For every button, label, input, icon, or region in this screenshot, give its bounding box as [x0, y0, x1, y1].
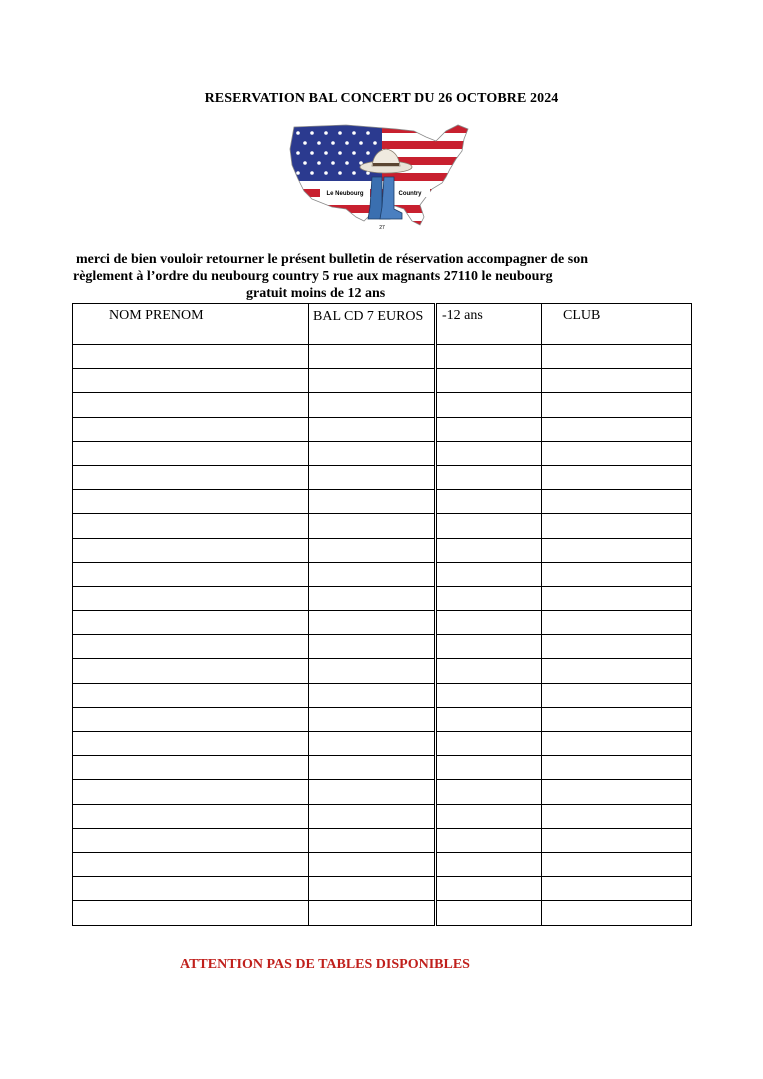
- cell-nom-prenom[interactable]: [73, 877, 309, 901]
- header-club: CLUB: [542, 304, 692, 345]
- cell-nom-prenom[interactable]: [73, 756, 309, 780]
- cell-nom-prenom[interactable]: [73, 441, 309, 465]
- cell-moins-12-ans[interactable]: [436, 780, 542, 804]
- cell-moins-12-ans[interactable]: [436, 393, 542, 417]
- cell-moins-12-ans[interactable]: [436, 586, 542, 610]
- cell-club[interactable]: [542, 586, 692, 610]
- header-nom-prenom: NOM PRENOM: [73, 304, 309, 345]
- cell-moins-12-ans[interactable]: [436, 828, 542, 852]
- logo-text-left: Le Neubourg: [326, 191, 364, 197]
- cell-nom-prenom[interactable]: [73, 465, 309, 489]
- cell-nom-prenom[interactable]: [73, 562, 309, 586]
- table-row: [73, 562, 692, 586]
- table-row: [73, 877, 692, 901]
- cell-nom-prenom[interactable]: [73, 828, 309, 852]
- cell-bal-cd[interactable]: [309, 465, 436, 489]
- cell-bal-cd[interactable]: [309, 683, 436, 707]
- cell-moins-12-ans[interactable]: [436, 877, 542, 901]
- cell-moins-12-ans[interactable]: [436, 441, 542, 465]
- cell-bal-cd[interactable]: [309, 611, 436, 635]
- table-row: [73, 780, 692, 804]
- page-title: RESERVATION BAL CONCERT DU 26 OCTOBRE 2024: [204, 91, 559, 106]
- table-row: [73, 538, 692, 562]
- cell-moins-12-ans[interactable]: [436, 417, 542, 441]
- reservation-table: [72, 303, 692, 926]
- cell-bal-cd[interactable]: [309, 441, 436, 465]
- cell-moins-12-ans[interactable]: [436, 804, 542, 828]
- cell-club[interactable]: [542, 345, 692, 369]
- cell-nom-prenom[interactable]: [73, 490, 309, 514]
- cell-club[interactable]: [542, 538, 692, 562]
- cell-club[interactable]: [542, 828, 692, 852]
- cell-nom-prenom[interactable]: [73, 901, 309, 925]
- cell-nom-prenom[interactable]: [73, 732, 309, 756]
- cell-nom-prenom[interactable]: [73, 345, 309, 369]
- table-row: [73, 369, 692, 393]
- intro-line-3: gratuit moins de 12 ans: [246, 286, 386, 301]
- cell-bal-cd[interactable]: [309, 780, 436, 804]
- cell-bal-cd[interactable]: [309, 538, 436, 562]
- table-row: [73, 586, 692, 610]
- cell-club[interactable]: [542, 369, 692, 393]
- cell-moins-12-ans[interactable]: [436, 756, 542, 780]
- cell-nom-prenom[interactable]: [73, 659, 309, 683]
- cell-moins-12-ans[interactable]: [436, 635, 542, 659]
- cell-nom-prenom[interactable]: [73, 780, 309, 804]
- cell-bal-cd[interactable]: [309, 732, 436, 756]
- cell-bal-cd[interactable]: [309, 514, 436, 538]
- intro-text: [73, 251, 713, 302]
- cell-nom-prenom[interactable]: [73, 514, 309, 538]
- cell-nom-prenom[interactable]: [73, 369, 309, 393]
- cell-club[interactable]: [542, 659, 692, 683]
- cell-nom-prenom[interactable]: [73, 611, 309, 635]
- cell-bal-cd[interactable]: [309, 562, 436, 586]
- header-bal-cd: BAL CD 7 EUROS: [309, 304, 436, 345]
- table-row: [73, 756, 692, 780]
- cell-moins-12-ans[interactable]: [436, 611, 542, 635]
- logo-text-right: Country: [398, 191, 422, 197]
- cell-moins-12-ans[interactable]: [436, 490, 542, 514]
- table-row: [73, 611, 692, 635]
- cell-bal-cd[interactable]: [309, 804, 436, 828]
- cell-nom-prenom[interactable]: [73, 683, 309, 707]
- cell-bal-cd[interactable]: [309, 635, 436, 659]
- table-row: [73, 514, 692, 538]
- cell-moins-12-ans[interactable]: [436, 562, 542, 586]
- cell-nom-prenom[interactable]: [73, 538, 309, 562]
- table-row: [73, 441, 692, 465]
- table-row: [73, 901, 692, 925]
- cell-club[interactable]: [542, 901, 692, 925]
- cell-moins-12-ans[interactable]: [436, 659, 542, 683]
- cell-nom-prenom[interactable]: [73, 804, 309, 828]
- cell-club[interactable]: [542, 635, 692, 659]
- cell-club[interactable]: [542, 562, 692, 586]
- intro-line-2: règlement à l’ordre du neubourg country 5 rue aux magnants 27110 le neubourg: [73, 269, 553, 284]
- cell-bal-cd[interactable]: [309, 756, 436, 780]
- cell-club[interactable]: [542, 393, 692, 417]
- cell-club[interactable]: [542, 707, 692, 731]
- cell-club[interactable]: [542, 877, 692, 901]
- table-row: [73, 852, 692, 876]
- cell-bal-cd[interactable]: [309, 659, 436, 683]
- table-row: [73, 659, 692, 683]
- cell-moins-12-ans[interactable]: [436, 345, 542, 369]
- table-row: [73, 345, 692, 369]
- cell-moins-12-ans[interactable]: [436, 465, 542, 489]
- cell-moins-12-ans[interactable]: [436, 369, 542, 393]
- logo-usa-map-icon: [286, 117, 476, 239]
- cell-club[interactable]: [542, 756, 692, 780]
- cell-moins-12-ans[interactable]: [436, 732, 542, 756]
- header-moins-12-ans: -12 ans: [436, 304, 542, 345]
- cell-bal-cd[interactable]: [309, 586, 436, 610]
- cell-moins-12-ans[interactable]: [436, 901, 542, 925]
- cell-moins-12-ans[interactable]: [436, 852, 542, 876]
- cell-club[interactable]: [542, 732, 692, 756]
- cell-club[interactable]: [542, 852, 692, 876]
- table-row: [73, 417, 692, 441]
- cell-nom-prenom[interactable]: [73, 393, 309, 417]
- cell-club[interactable]: [542, 514, 692, 538]
- table-row: [73, 683, 692, 707]
- cell-bal-cd[interactable]: [309, 393, 436, 417]
- cell-club[interactable]: [542, 441, 692, 465]
- cell-nom-prenom[interactable]: [73, 635, 309, 659]
- cell-bal-cd[interactable]: [309, 369, 436, 393]
- table-row: [73, 804, 692, 828]
- table-row: [73, 465, 692, 489]
- table-row: [73, 828, 692, 852]
- cell-moins-12-ans[interactable]: [436, 514, 542, 538]
- cell-nom-prenom[interactable]: [73, 852, 309, 876]
- cell-club[interactable]: [542, 465, 692, 489]
- cell-moins-12-ans[interactable]: [436, 707, 542, 731]
- cell-bal-cd[interactable]: [309, 490, 436, 514]
- cell-club[interactable]: [542, 490, 692, 514]
- table-row: [73, 490, 692, 514]
- table-row: [73, 707, 692, 731]
- cell-bal-cd[interactable]: [309, 345, 436, 369]
- cell-bal-cd[interactable]: [309, 417, 436, 441]
- cell-club[interactable]: [542, 780, 692, 804]
- cell-nom-prenom[interactable]: [73, 586, 309, 610]
- cell-club[interactable]: [542, 611, 692, 635]
- table-row: [73, 635, 692, 659]
- cell-bal-cd[interactable]: [309, 707, 436, 731]
- table-row: [73, 732, 692, 756]
- cell-bal-cd[interactable]: [309, 828, 436, 852]
- cell-bal-cd[interactable]: [309, 877, 436, 901]
- cell-club[interactable]: [542, 417, 692, 441]
- logo-text-bottom: 27: [379, 225, 385, 231]
- cell-bal-cd[interactable]: [309, 852, 436, 876]
- table-row: [73, 393, 692, 417]
- intro-line-1: merci de bien vouloir retourner le présent bulletin de réservation accompagner de son: [76, 252, 588, 267]
- warning-no-tables: ATTENTION PAS DE TABLES DISPONIBLES: [180, 957, 470, 972]
- cell-nom-prenom[interactable]: [73, 417, 309, 441]
- cell-moins-12-ans[interactable]: [436, 538, 542, 562]
- cell-moins-12-ans[interactable]: [436, 683, 542, 707]
- cell-club[interactable]: [542, 804, 692, 828]
- cell-nom-prenom[interactable]: [73, 707, 309, 731]
- table-header-row: [73, 304, 692, 345]
- cell-bal-cd[interactable]: [309, 901, 436, 925]
- cell-club[interactable]: [542, 683, 692, 707]
